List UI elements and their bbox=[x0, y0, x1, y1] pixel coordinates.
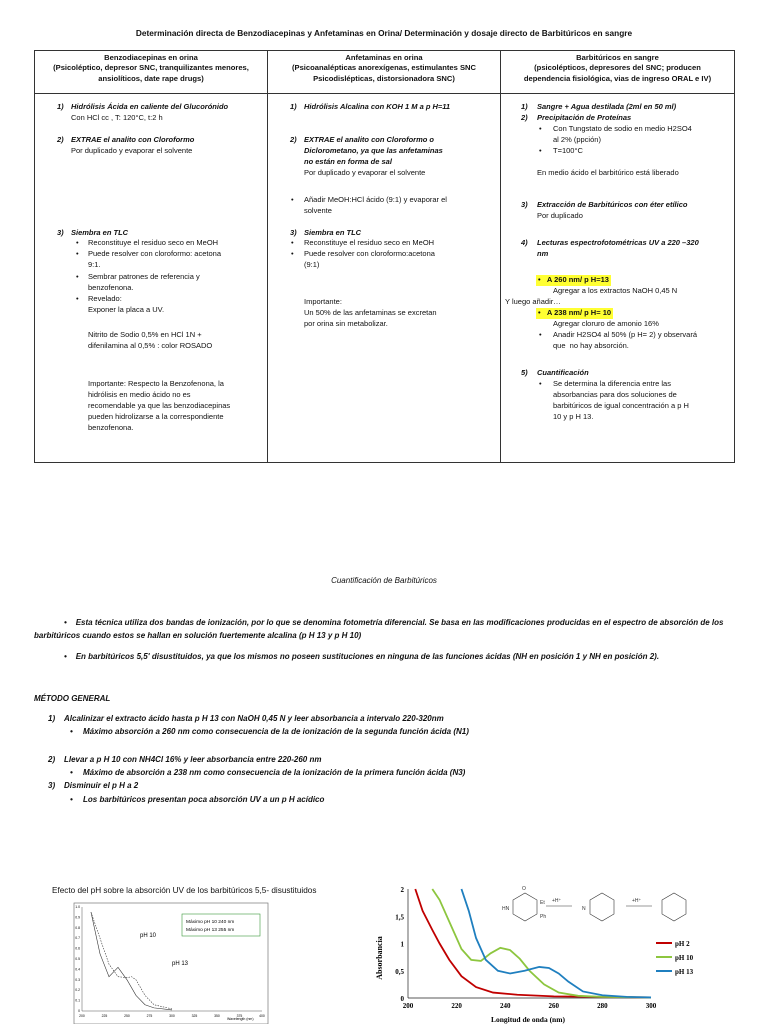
uv-ph-effect-chart bbox=[52, 883, 368, 1024]
step-title: Siembra en TLC bbox=[304, 228, 362, 237]
x-tick-label: 280 bbox=[597, 1002, 608, 1010]
step-text: Por duplicado y evaporar el solvente bbox=[71, 146, 193, 155]
bullet: • bbox=[291, 238, 294, 247]
step-number: 2) bbox=[290, 135, 297, 144]
step-title: Lecturas espectrofotométricas UV a 220 –320 bbox=[537, 238, 699, 247]
bullet: • bbox=[76, 249, 79, 258]
bullet: • bbox=[70, 795, 73, 804]
note-text: pueden hidrolizarse a la correspondiente bbox=[88, 412, 224, 421]
structure-label: O bbox=[522, 886, 526, 892]
bullet-text: Reconstituye el residuo seco en MeOH bbox=[304, 238, 435, 247]
highlight-text: A 238 nm/ p H= 10 bbox=[546, 308, 612, 317]
method-step-number: 3) bbox=[48, 781, 56, 790]
y-tick-label: 2 bbox=[400, 886, 404, 894]
structure-ring bbox=[590, 893, 614, 921]
highlight-text: A 260 nm/ p H=13 bbox=[546, 275, 609, 284]
y-tick-label: 0.6 bbox=[75, 946, 80, 951]
bullet-text: absorbancias para dos soluciones de bbox=[553, 390, 677, 399]
structure-label: +H⁺ bbox=[552, 898, 562, 904]
series-line bbox=[461, 889, 651, 997]
bullet-text: Revelado: bbox=[88, 294, 122, 303]
y-tick-label: 0.5 bbox=[75, 957, 80, 961]
bullet-text: Se determina la diferencia entre las bbox=[553, 379, 671, 388]
x-tick-label: 350 bbox=[214, 1014, 220, 1018]
x-tick-label: 325 bbox=[191, 1014, 198, 1018]
method-step: Disminuir el p H a 2 bbox=[64, 781, 139, 790]
step-title: Extracción de Barbitúricos con éter etílico bbox=[537, 200, 688, 209]
step-title: Diclorometano, ya que las anfetaminas bbox=[304, 146, 443, 155]
step-text: En medio ácido el barbitúrico está liberado bbox=[537, 168, 679, 177]
cell-anfetaminas bbox=[268, 94, 501, 463]
y-tick-label: 1.0 bbox=[75, 905, 80, 909]
y-tick-label: 0.9 bbox=[75, 915, 80, 920]
header-line: ansiolíticos, date rape drugs) bbox=[98, 73, 204, 83]
method-title: MÉTODO GENERAL bbox=[34, 694, 111, 703]
header-line: Anfetaminas en orina bbox=[345, 53, 423, 62]
header-line: dependencia fisiológica, vias de ingreso ORAL e IV) bbox=[523, 73, 712, 83]
bullet-text: barbitúricos de igual concentración a p H bbox=[553, 401, 689, 410]
step-title: EXTRAE el analito con Cloroformo o bbox=[304, 135, 435, 144]
method-step: Llevar a p H 10 con NH4Cl 16% y leer absorbancia entre 220-260 nm bbox=[64, 755, 322, 764]
bullet-text: Exponer la placa a UV. bbox=[88, 305, 165, 314]
y-tick-label: 0.4 bbox=[75, 967, 80, 972]
paragraph-disustituidos bbox=[64, 650, 744, 663]
step-number: 3) bbox=[290, 228, 297, 237]
header-line: (Psicoanalépticas anorexígenas, estimulantes SNC bbox=[291, 63, 476, 73]
step-text: Por duplicado bbox=[537, 211, 583, 220]
barbiturate-structures bbox=[502, 886, 686, 921]
step-title: Precipitación de Proteínas bbox=[537, 113, 632, 122]
series-label: pH 10 bbox=[140, 933, 157, 939]
step-title: Sangre + Agua destilada (2ml en 50 ml) bbox=[537, 102, 677, 111]
bullet-text: Puede resolver con cloroformo:acetona bbox=[304, 249, 435, 258]
legend-label: pH 2 bbox=[675, 940, 690, 948]
step-number: 3) bbox=[521, 200, 528, 209]
step-title: Siembra en TLC bbox=[71, 228, 129, 237]
inset-line: Máximo pH 13 255 nm bbox=[186, 928, 235, 933]
structure-label: HN bbox=[502, 906, 510, 912]
x-tick-label: 300 bbox=[169, 1014, 175, 1018]
y-tick-label: 0.2 bbox=[75, 988, 80, 993]
bullet-text: Con Tungstato de sodio en medio H2SO4 bbox=[553, 124, 692, 133]
header-anfetaminas bbox=[268, 51, 501, 94]
y-tick-label: 0.8 bbox=[75, 925, 80, 930]
method-step: Alcalinizar el extracto ácido hasta p H 13 con NaOH 0,45 N y leer absorbancia a intervalo 220-320nm bbox=[64, 714, 444, 723]
bullet: • bbox=[539, 330, 542, 339]
step-title: EXTRAE el analito con Cloroformo bbox=[71, 135, 195, 144]
structure-label: +H⁺ bbox=[632, 898, 642, 904]
note-text: Importante: bbox=[304, 297, 342, 306]
x-tick-label: 220 bbox=[451, 1002, 462, 1010]
method-detail: Los barbitúricos presentan poca absorción UV a un p H acídico bbox=[83, 795, 325, 804]
x-tick-label: 400 bbox=[259, 1014, 265, 1018]
note-text: recomendable ya que las benzodiacepinas bbox=[88, 401, 231, 410]
step-text: Con HCl cc , T: 120°C, t:2 h bbox=[71, 113, 163, 122]
paragraph-text: En barbitúricos 5,5' disustituidos, ya que los mismos no poseen sustituciones en ninguna de las funciones ácidas (NH en posición 1 y NH en posición 2). bbox=[75, 652, 660, 661]
x-tick-label: 200 bbox=[79, 1014, 85, 1018]
header-line: (Psicoléptico, depresor SNC, tranquilizantes menores, bbox=[53, 63, 249, 73]
y-tick-label: 0.1 bbox=[75, 998, 80, 1003]
bullet: • bbox=[70, 727, 73, 736]
structure-label: Et bbox=[540, 900, 545, 906]
structure-label: N bbox=[582, 906, 586, 912]
step-title: nm bbox=[537, 249, 549, 258]
bullet-text: benzofenona. bbox=[88, 283, 134, 292]
bullet: • bbox=[291, 195, 294, 204]
bullet: • bbox=[538, 308, 541, 317]
bullet-text: Anadir H2SO4 al 50% (p H= 2) y observará bbox=[553, 330, 698, 339]
chart-title: Efecto del pH sobre la absorción UV de los barbitúricos 5,5- disustituidos bbox=[52, 886, 317, 895]
bullet: • bbox=[538, 275, 541, 284]
x-tick-label: 375 bbox=[236, 1014, 243, 1018]
bullet-text: Sembrar patrones de referencia y bbox=[88, 272, 200, 281]
x-axis-label: Longitud de onda (nm) bbox=[491, 1015, 565, 1024]
step-number: 1) bbox=[57, 102, 64, 111]
highlight-ph13 bbox=[536, 275, 611, 286]
paragraph-text: Esta técnica utiliza dos bandas de ionización, por lo que se denomina fotometría diferencial. Se basa en las modificaciones producidas en el espectro de absorción de los barbitúricos cuando estos se hallan en solución fuertemente alcalina (p H 13 y p H 10) bbox=[34, 618, 724, 640]
step-number: 1) bbox=[521, 102, 528, 111]
bullet-text: Puede resolver con cloroformo: acetona bbox=[88, 249, 221, 258]
bullet-text: (9:1) bbox=[304, 260, 320, 269]
x-tick-label: 275 bbox=[146, 1014, 153, 1018]
header-line: Barbitúricos en sangre bbox=[576, 53, 659, 62]
bullet: • bbox=[70, 768, 73, 777]
bullet-text: que no hay absorción. bbox=[553, 341, 629, 350]
header-line: (psicolépticos, depresores del SNC; producen bbox=[534, 63, 701, 73]
methods-table bbox=[34, 50, 735, 463]
bullet: • bbox=[76, 272, 79, 281]
reagent-text: Nitrito de Sodio 0,5% en HCl 1N + bbox=[88, 330, 202, 339]
structure-ring bbox=[662, 893, 686, 921]
bullet-text: al 2% (ppción) bbox=[553, 135, 601, 144]
y-tick-label: 0.7 bbox=[75, 936, 80, 941]
legend-label: pH 10 bbox=[675, 954, 694, 962]
step-text: Agregar a los extractos NaOH 0,45 N bbox=[553, 286, 678, 295]
y-tick-label: 0 bbox=[400, 995, 404, 1003]
page-title: Determinación directa de Benzodiacepinas y Anfetaminas en Orina/ Determinación y dosaje directo de Barbitúricos en sangre bbox=[135, 28, 633, 38]
step-number: 4) bbox=[521, 238, 528, 247]
step-number: 1) bbox=[290, 102, 297, 111]
bullet: • bbox=[291, 249, 294, 258]
step-title: Hidrólisis Alcalina con KOH 1 M a p H=11 bbox=[304, 102, 451, 111]
bullet-text: Añadir MeOH:HCl ácido (9:1) y evaporar el bbox=[304, 195, 447, 204]
method-detail: Máximo absorción a 260 nm como consecuencia de la de ionización de la segunda función ácida (N1) bbox=[83, 727, 469, 736]
bullet-text: 10 y p H 13. bbox=[553, 412, 594, 421]
legend-label: pH 13 bbox=[675, 968, 694, 976]
step-number: 2) bbox=[57, 135, 64, 144]
bullet: • bbox=[76, 294, 79, 303]
step-text: Agregar cloruro de amonio 16% bbox=[553, 319, 659, 328]
note-text: Importante: Respecto la Benzofenona, la bbox=[88, 379, 224, 388]
method-step-number: 1) bbox=[48, 714, 56, 723]
x-axis-label: Wavelength (nm) bbox=[227, 1017, 254, 1021]
y-tick-label: 0 bbox=[78, 1009, 80, 1013]
header-benzodiacepinas bbox=[35, 51, 268, 94]
series-label: pH 13 bbox=[172, 961, 189, 967]
header-line: Benzodiacepinas en orina bbox=[104, 53, 198, 62]
bullet-text: Reconstituye el residuo seco en MeOH bbox=[88, 238, 219, 247]
x-tick-label: 300 bbox=[645, 1002, 657, 1010]
header-line: Psicodislépticas, distorsionadora SNC) bbox=[313, 73, 455, 83]
note-text: benzofenona. bbox=[88, 423, 134, 432]
bullet: • bbox=[539, 146, 542, 155]
header-barbituricos bbox=[501, 51, 735, 94]
structure-label: Ph bbox=[540, 914, 547, 920]
cell-barbituricos bbox=[501, 94, 735, 463]
series-line bbox=[415, 889, 651, 997]
step-number: 3) bbox=[57, 228, 64, 237]
y-tick-label: 0,5 bbox=[395, 967, 404, 976]
note-text: por orina sin metabolizar. bbox=[304, 319, 388, 328]
bullet-text: T=100°C bbox=[553, 146, 583, 155]
step-number: 2) bbox=[521, 113, 528, 122]
y-tick-label: 1 bbox=[400, 940, 404, 949]
cell-benzodiacepinas bbox=[35, 94, 268, 463]
step-title: Hidrólisis Ácida en caliente del Glucorónido bbox=[71, 102, 229, 111]
step-title: Cuantificación bbox=[537, 368, 589, 377]
absorbance-chart bbox=[368, 880, 720, 1024]
highlight-ph10 bbox=[536, 308, 613, 319]
bullet: • bbox=[539, 124, 542, 133]
bullet-text: 9:1. bbox=[88, 260, 101, 269]
y-tick-label: 0.3 bbox=[75, 977, 80, 982]
method-detail: Máximo de absorción a 238 nm como consecuencia de la ionización de la primera función ácida (N3) bbox=[83, 768, 466, 777]
section-title: Cuantificación de Barbitúricos bbox=[331, 576, 437, 585]
x-tick-label: 200 bbox=[402, 1002, 414, 1010]
paragraph-ionization bbox=[34, 616, 734, 642]
inset-line: Máximo pH 10 240 nm bbox=[186, 920, 235, 925]
x-tick-label: 260 bbox=[548, 1002, 560, 1010]
step-text: Por duplicado y evaporar el solvente bbox=[304, 168, 426, 177]
note-text: hidrólisis en medio ácido no es bbox=[88, 390, 191, 399]
step-title: no están en forma de sal bbox=[304, 157, 392, 166]
step-number: 5) bbox=[521, 368, 528, 377]
y-axis-label: Absorbancia bbox=[375, 936, 384, 980]
note-text: Un 50% de las anfetaminas se excretan bbox=[304, 308, 437, 317]
y-tick-label: 1,5 bbox=[395, 913, 404, 922]
x-tick-label: 225 bbox=[101, 1014, 108, 1018]
reagent-text: difenilamina al 0,5% : color ROSADO bbox=[88, 341, 213, 350]
bullet: • bbox=[64, 618, 67, 627]
bullet: • bbox=[64, 652, 67, 661]
method-step-number: 2) bbox=[48, 755, 56, 764]
x-tick-label: 250 bbox=[124, 1014, 130, 1018]
structure-ring bbox=[513, 893, 537, 921]
bullet: • bbox=[76, 238, 79, 247]
x-tick-label: 240 bbox=[499, 1002, 511, 1010]
bullet: • bbox=[539, 379, 542, 388]
bullet-text: solvente bbox=[304, 206, 332, 215]
step-text: Y luego añadir… bbox=[505, 297, 561, 306]
